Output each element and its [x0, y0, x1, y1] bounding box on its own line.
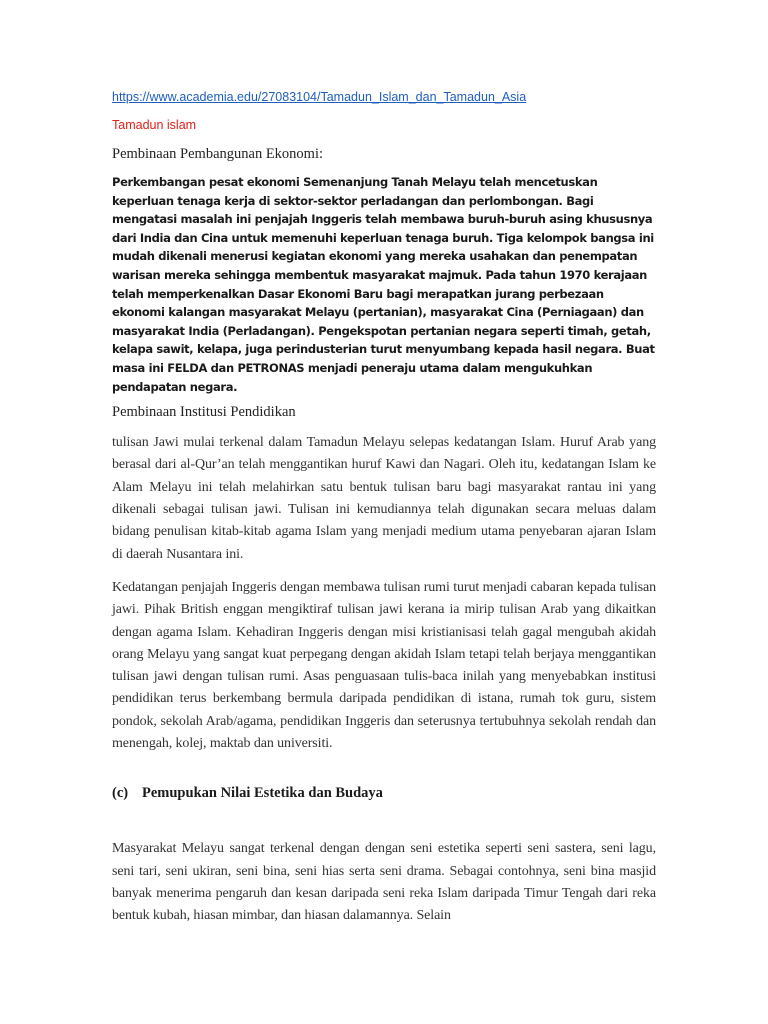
section-heading-pendidikan: Pembinaan Institusi Pendidikan [112, 404, 296, 421]
paragraph-estetika: Masyarakat Melayu sangat terkenal dengan dengan seni estetika seperti seni sastera, seni lagu, seni tari, seni ukiran, seni bina, seni hias serta seni drama. Sebagai contohnya, seni bina masjid banyak menerima pengaruh dan kesan daripada seni reka Islam daripada Timur Tengah dari reka bentuk kubah, hiasan mimbar, dan hiasan dalamannya. Selain [112, 841, 656, 924]
section-heading-estetika-label: Pemupukan Nilai Estetika dan Budaya [142, 785, 383, 802]
document-title: Tamadun islam [112, 118, 197, 132]
section-heading-ekonomi: Pembinaan Pembangunan Ekonomi: [112, 146, 324, 162]
source-link[interactable]: https://www.academia.edu/27083104/Tamadun_Islam_dan_Tamadun_Asia [112, 90, 527, 104]
section-number: (c) [112, 785, 129, 802]
paragraph-pendidikan-1: tulisan Jawi mulai terkenal dalam Tamadun Melayu selepas kedatangan Islam. Huruf Arab yang berasal dari al-Qur’an telah menggantikan huruf Kawi dan Nagari. Oleh itu, kedatangan Islam ke Alam Melayu ini telah melahirkan satu bentuk tulisan baru bagi masyarakat rantau ini yang dikenali sebagai tulisan jawi. Tulisan ini kemudiannya telah digunakan secara meluas dalam bidang penulisan kitab-kitab agama Islam yang menjadi medium utama penyebaran ajaran Islam di daerah Nusantara ini. [112, 435, 656, 562]
paragraph-pendidikan-2: Kedatangan penjajah Inggeris dengan membawa tulisan rumi turut menjadi cabaran kepada tulisan jawi. Pihak British enggan mengiktiraf tulisan jawi kerana ia mirip tulisan Arab yang dikaitkan dengan agama Islam. Kehadiran Inggeris dengan misi kristianisasi telah gagal mengubah akidah orang Melayu yang sangat kuat perpegang dengan akidah Islam tetapi telah berjaya menggantikan tulisan jawi dengan tulisan rumi. Asas penguasaan tulis-baca inilah yang menyebabkan institusi pendidikan terus berkembang bermula daripada pendidikan di istana, rumah tok guru, sistem pondok, sekolah Arab/agama, pendidikan Inggeris dan seterusnya tertubuhnya sekolah rendah dan menengah, kolej, maktab dan universiti. [112, 579, 656, 751]
paragraph-ekonomi: Perkembangan pesat ekonomi Semenanjung Tanah Melayu telah mencetuskan keperluan tenaga kerja di sektor-sektor perladangan dan perlombongan. Bagi mengatasi masalah ini penjajah Inggeris telah membawa buruh-buruh asing khususnya dari India dan Cina untuk memenuhi keperluan tenaga buruh. Tiga kelompok bangsa ini mudah dikenali menerusi kegiatan ekonomi yang mereka usahakan dan penempatan warisan mereka sehingga membentuk masyarakat majmuk. Pada tahun 1970 kerajaan telah memperkenalkan Dasar Ekonomi Baru bagi merapatkan jurang perbezaan ekonomi kalangan masyarakat Melayu (pertanian), masyarakat Cina (Perniagaan) dan masyarakat India (Perladangan). Pengekspotan pertanian negara seperti timah, getah, kelapa sawit, kelapa, juga perindusterian turut menyumbang kepada hasil negara. Buat masa ini FELDA dan PETRONAS menjadi peneraju utama dalam mengukuhkan pendapatan negara. [112, 175, 655, 394]
document-content [112, 90, 656, 938]
section-heading-estetika [112, 785, 656, 802]
